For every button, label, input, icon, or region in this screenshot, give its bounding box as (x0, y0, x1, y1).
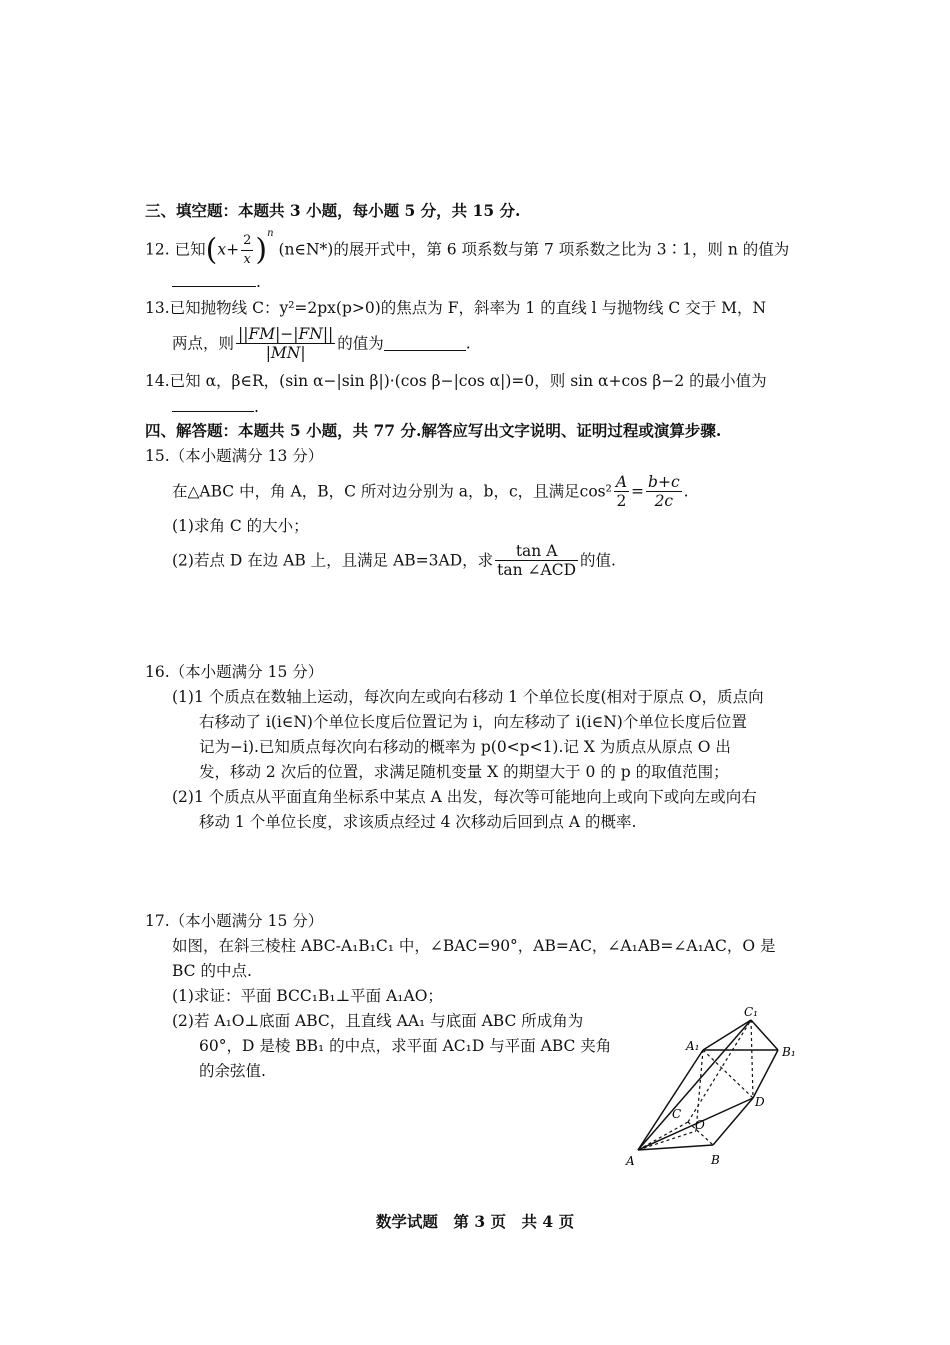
q12-answer-blank[interactable] (172, 272, 256, 287)
q17-part2-line3: 的余弦值. (199, 1062, 266, 1080)
q12-exponent: n (267, 228, 274, 240)
edge-b-d (713, 1098, 753, 1145)
q13-answer-blank[interactable] (384, 336, 466, 351)
section-4-heading: 四、解答题：本题共 5 小题，共 77 分.解答应写出文字说明、证明过程或演算步骤. (145, 421, 722, 440)
label-d: D (755, 1095, 765, 1109)
q12-x: x (217, 240, 227, 259)
q15-part1: (1)求角 C 的大小； (172, 517, 309, 535)
q15-part2-num: tan A (495, 542, 578, 561)
edge-d-b1 (753, 1050, 778, 1098)
q17-part1: (1)求证：平面 BCC₁B₁⊥平面 A₁AO； (172, 987, 443, 1005)
q17-header: 17.（本小题满分 15 分） (145, 912, 324, 930)
prism-figure (618, 1000, 818, 1175)
q15-part2-prefix: (2)若点 D 在边 AB 上，且满足 AB=3AD，求 (172, 551, 494, 570)
label-a: A (626, 1154, 635, 1168)
label-c: C (672, 1107, 682, 1121)
label-c1: C₁ (744, 1005, 758, 1019)
q12-number: 12. (145, 240, 170, 259)
edge-c-c1 (688, 1020, 751, 1122)
q15-part2 (172, 542, 616, 579)
q15-part2-den: tan ∠ACD (497, 561, 577, 579)
q16-part2-line2: 移动 1 个单位长度，求该质点经过 4 次移动后回到点 A 的概率. (199, 813, 637, 831)
q15-stem-prefix: 在△ABC 中，角 A，B，C 所对边分别为 a，b，c，且满足cos² (172, 482, 612, 501)
q13-line2-prefix: 两点，则 (172, 334, 235, 353)
q12-frac-den: x (243, 252, 251, 267)
q12-fraction (241, 232, 253, 269)
q15-header: 15.（本小题满分 13 分） (145, 447, 324, 465)
q17-stem-line1: 如图，在斜三棱柱 ABC-A₁B₁C₁ 中，∠BAC=90°，AB=AC，∠A₁AB=∠A₁AC，O 是 (172, 937, 776, 955)
q15-frac1-den: 2 (616, 492, 627, 510)
q17-part2-line1: (2)若 A₁O⊥底面 ABC，且直线 AA₁ 与底面 ABC 所成角为 (172, 1012, 584, 1030)
q14-end: . (254, 398, 259, 416)
q16-part2-line1: (2)1 个质点从平面直角坐标系中某点 A 出发，每次等可能地向上或向下或向左或向右 (172, 788, 757, 806)
question-12: 12. 已知(x+ $\frac{2}{x}$ )$^n$ (n∈N*)的展开式中，第 6 项系数与第 7 项系数之比为 3∶1，则 n 的值为 (145, 228, 790, 268)
q15-frac2-num: b+c (648, 473, 680, 491)
q15-part2-suffix: 的值. (580, 551, 616, 570)
question-13 (145, 298, 766, 318)
q12-plus: + (226, 240, 240, 259)
label-b1: B₁ (782, 1045, 796, 1059)
q16-part1-line1: (1)1 个质点在数轴上运动，每次向左或向右移动 1 个单位长度(相对于原点 O，质点向 (172, 688, 764, 706)
q13-fraction (236, 325, 335, 362)
q16-header: 16.（本小题满分 15 分） (145, 663, 324, 681)
q14-answer-blank[interactable] (172, 397, 254, 412)
q13-line2-suffix: 的值为 (337, 334, 384, 353)
q16-part1-line3: 记为−i).已知质点每次向右移动的概率为 p(0<p<1).记 X 为质点从原点 O 出 (199, 738, 731, 756)
q16-part1-line2: 右移动了 i(i∈N)个单位长度后位置记为 i，向左移动了 i(i∈N)个单位长度后位置 (199, 713, 747, 731)
edge-a1-c1 (703, 1020, 751, 1050)
label-a1: A₁ (686, 1039, 700, 1053)
q13-frac-den: |MN| (265, 344, 306, 362)
q17-part2-line2: 60°，D 是棱 BB₁ 的中点，求平面 AC₁D 与平面 ABC 夹角 (199, 1037, 612, 1055)
q13-end: . (465, 334, 471, 353)
q17-stem-line2: BC 的中点. (172, 962, 252, 980)
q13-frac-num: ||FM|−|FN|| (238, 325, 334, 343)
q12-intro: 已知 (174, 240, 206, 259)
q14-answer-line (172, 397, 259, 417)
q12-rest: 的展开式中，第 6 项系数与第 7 项系数之比为 3∶1，则 n 的值为 (333, 240, 790, 259)
q15-frac2-den: 2c (654, 492, 674, 510)
q14-number: 14. (145, 372, 170, 390)
q12-answer-line (172, 272, 261, 292)
edge-c1-d (751, 1020, 753, 1098)
q14-line1: 已知 α，β∈R，(sin α−|sin β|)·(cos β−|cos α|)=0，则 sin α+cos β−2 的最小值为 (169, 372, 767, 390)
question-14 (145, 371, 767, 391)
q13-line1: 已知抛物线 C：y²=2px(p>0)的焦点为 F，斜率为 1 的直线 l 与抛物线 C 交于 M，N (169, 299, 767, 317)
q13-number: 13. (145, 299, 170, 317)
q15-stem (172, 473, 689, 510)
q16-part1-line4: 发，移动 2 次后的位置，求满足随机变量 X 的期望大于 0 的 p 的取值范围； (199, 763, 729, 781)
q15-part2-fraction (495, 542, 578, 579)
q15-frac-1 (614, 473, 629, 510)
q15-frac1-num: A (615, 473, 628, 491)
page-footer: 数学试题 第 3 页 共 4 页 (375, 1212, 575, 1231)
section-3-heading: 三、填空题：本题共 3 小题，每小题 5 分，共 15 分. (145, 201, 521, 220)
label-o: O (695, 1118, 705, 1132)
label-b: B (711, 1153, 720, 1167)
q12-condition: (n∈N*) (278, 240, 334, 259)
q15-equals: = (631, 482, 645, 501)
q15-stem-end: . (683, 482, 689, 501)
edge-a1-d (703, 1050, 753, 1098)
q12-frac-num: 2 (241, 232, 253, 251)
q15-frac-2 (646, 473, 682, 510)
q12-end: . (256, 273, 261, 291)
edge-c1-b1 (751, 1020, 778, 1050)
q13-line2 (172, 325, 471, 362)
